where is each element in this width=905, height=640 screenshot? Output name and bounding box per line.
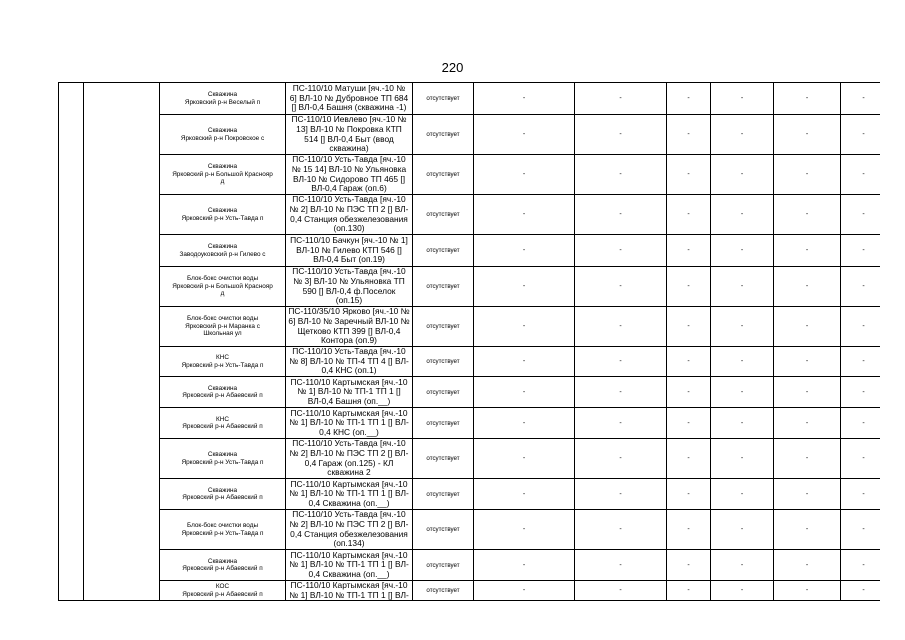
value-cell: - <box>711 510 774 550</box>
object-line: Скважина <box>207 486 238 494</box>
value-cell: - <box>667 347 711 377</box>
substation-line: ПС-110/35/10 Ярково [яч.-10 № <box>288 306 410 317</box>
value-cell: - <box>667 267 711 307</box>
value-cell: - <box>667 550 711 581</box>
value-cell: - <box>474 510 575 550</box>
object-line: Скважина <box>207 557 238 565</box>
value-cell: - <box>575 408 667 439</box>
object-line: Ярковский р-н Большой Краснояр <box>172 282 273 290</box>
status-cell: отсутствует <box>413 267 474 307</box>
object-cell <box>160 83 286 115</box>
substation-line: скважина) <box>329 143 369 154</box>
object-line: Блок-бокс очистки воды <box>186 522 259 530</box>
table-row <box>59 195 881 235</box>
status-cell: отсутствует <box>413 195 474 235</box>
status-cell: отсутствует <box>413 439 474 479</box>
value-cell: - <box>711 550 774 581</box>
value-cell: - <box>711 581 774 601</box>
substation-line: ПС-110/10 Бачкун [яч.-10 № 1] <box>290 235 408 246</box>
value-cell: - <box>575 581 667 601</box>
table-row <box>59 550 881 581</box>
value-cell: - <box>474 479 575 510</box>
substation-cell <box>286 439 413 479</box>
value-cell: - <box>774 347 841 377</box>
substation-line: ПС-110/10 Усть-Тавда [яч.-10 <box>292 346 406 357</box>
object-line: Ярковский р-н Покровское с <box>180 134 265 142</box>
object-cell <box>160 195 286 235</box>
object-line: КОС <box>215 583 230 591</box>
value-cell: - <box>841 307 881 347</box>
value-cell: - <box>841 408 881 439</box>
substation-line: Контора (оп.9) <box>321 335 377 346</box>
value-cell: - <box>711 479 774 510</box>
table-row <box>59 439 881 479</box>
substation-line: № 2] ВЛ-10 № ПЭС ТП 2 [] ВЛ- <box>289 447 409 458</box>
object-line: Ярковский р-н Большой Краснояр <box>172 170 273 178</box>
value-cell: - <box>774 479 841 510</box>
value-cell: - <box>575 267 667 307</box>
substation-cell <box>286 115 413 155</box>
value-cell: - <box>474 235 575 267</box>
table-row <box>59 83 881 115</box>
substation-line: ПС-110/10 Картымская [яч.-10 <box>290 549 408 560</box>
object-cell <box>160 550 286 581</box>
value-cell: - <box>474 267 575 307</box>
table-row <box>59 479 881 510</box>
value-cell: - <box>667 155 711 195</box>
row-number-cell <box>59 83 84 601</box>
object-line: Скважина <box>207 127 238 135</box>
value-cell: - <box>474 155 575 195</box>
substation-line: № 2] ВЛ-10 № ПЭС ТП 2 [] ВЛ- <box>289 518 409 529</box>
value-cell: - <box>667 377 711 408</box>
object-cell <box>160 235 286 267</box>
value-cell: - <box>774 581 841 601</box>
value-cell: - <box>575 550 667 581</box>
substation-line: ВЛ-10 № Сидорово ТП 465 [] <box>292 173 406 184</box>
value-cell: - <box>474 377 575 408</box>
object-line: д <box>220 178 225 186</box>
value-cell: - <box>667 83 711 115</box>
value-cell: - <box>841 377 881 408</box>
value-cell: - <box>841 439 881 479</box>
power-supply-table <box>58 82 880 601</box>
substation-line: 0,4 Гараж (оп.125) - КЛ <box>304 457 394 468</box>
substation-line: ПС-110/10 Усть-Тавда [яч.-10 <box>292 438 406 449</box>
substation-line: ПС-110/10 Усть-Тавда [яч.-10 <box>292 509 406 520</box>
value-cell: - <box>667 115 711 155</box>
substation-line: 0,4 Скважина (оп.__) <box>308 568 390 579</box>
object-cell <box>160 408 286 439</box>
table-row <box>59 235 881 267</box>
value-cell: - <box>711 115 774 155</box>
object-line: Скважина <box>207 384 238 392</box>
status-cell: отсутствует <box>413 581 474 601</box>
value-cell: - <box>474 550 575 581</box>
value-cell: - <box>667 307 711 347</box>
value-cell: - <box>575 347 667 377</box>
object-line: Ярковский р-н Усть-Тавда п <box>181 214 264 222</box>
substation-line: ПС-110/10 Картымская [яч.-10 <box>290 580 408 590</box>
object-cell <box>160 267 286 307</box>
object-line: Ярковский р-н Абаевский п <box>182 590 263 598</box>
value-cell: - <box>841 581 881 601</box>
substation-line: ПС-110/10 Картымская [яч.-10 <box>290 407 408 418</box>
object-line: Скважина <box>207 163 238 171</box>
object-line: Ярковский р-н Абаевский п <box>182 392 263 399</box>
substation-line: 13] ВЛ-10 № Покровка КТП <box>296 123 402 134</box>
status-cell: отсутствует <box>413 550 474 581</box>
substation-line: № 1] ВЛ-10 № ТП-1 ТП 1 [] ВЛ- <box>289 589 409 600</box>
status-cell: отсутствует <box>413 347 474 377</box>
value-cell: - <box>667 408 711 439</box>
object-line: Блок-бокс очистки воды <box>186 315 259 323</box>
value-cell: - <box>667 235 711 267</box>
page-number: 220 <box>441 60 464 75</box>
object-line: Блок-бокс очистки воды <box>186 275 259 283</box>
substation-cell <box>286 155 413 195</box>
substation-line: 514 [] ВЛ-0,4 Быт (ввод <box>304 133 394 144</box>
substation-line: № 2] ВЛ-10 № ПЭС ТП 2 [] ВЛ- <box>289 203 409 214</box>
value-cell: - <box>474 83 575 115</box>
substation-line: 0,4 Станция обезжелезования <box>290 213 408 224</box>
object-line: Ярковский р-н Усть-Тавда п <box>181 529 264 537</box>
object-line: Скважина <box>207 243 238 251</box>
value-cell: - <box>841 235 881 267</box>
value-cell: - <box>575 439 667 479</box>
table-row <box>59 347 881 377</box>
status-cell: отсутствует <box>413 510 474 550</box>
value-cell: - <box>575 510 667 550</box>
substation-line: ВЛ-0,4 Башня (оп.__) <box>307 395 391 406</box>
object-cell <box>160 439 286 479</box>
substation-line: № 8] ВЛ-10 № ТП-4 ТП 4 [] ВЛ- <box>289 355 409 366</box>
value-cell: - <box>841 155 881 195</box>
substation-line: ПС-110/10 Иевлево [яч.-10 № <box>291 114 407 125</box>
value-cell: - <box>667 479 711 510</box>
status-cell: отсутствует <box>413 235 474 267</box>
document-table-wrapper <box>58 82 880 601</box>
substation-line: № 1] ВЛ-10 № ТП-1 ТП 1 [] <box>297 386 401 397</box>
section-cell <box>84 83 160 601</box>
substation-cell <box>286 267 413 307</box>
value-cell: - <box>711 347 774 377</box>
value-cell: - <box>774 550 841 581</box>
value-cell: - <box>841 510 881 550</box>
value-cell: - <box>711 267 774 307</box>
object-line: КНС <box>216 415 229 423</box>
table-row <box>59 408 881 439</box>
status-cell: отсутствует <box>413 479 474 510</box>
substation-cell <box>286 195 413 235</box>
value-cell: - <box>575 195 667 235</box>
substation-cell <box>286 347 413 377</box>
value-cell: - <box>841 479 881 510</box>
substation-cell <box>286 235 413 267</box>
value-cell: - <box>774 408 841 439</box>
value-cell: - <box>474 408 575 439</box>
substation-line: Щетково КТП 399 [] ВЛ-0,4 <box>297 325 401 336</box>
status-cell: отсутствует <box>413 377 474 408</box>
value-cell: - <box>774 195 841 235</box>
substation-line: 0,4 Станция обезжелезования <box>290 528 408 539</box>
substation-line: 590 [] ВЛ-0,4 ф.Поселок <box>302 285 396 296</box>
value-cell: - <box>841 347 881 377</box>
value-cell: - <box>575 83 667 115</box>
table-body <box>59 83 881 601</box>
value-cell: - <box>575 479 667 510</box>
value-cell: - <box>667 195 711 235</box>
substation-line: № 1] ВЛ-10 № ТП-1 ТП 1 [] ВЛ- <box>289 488 409 499</box>
substation-line: № 15 14] ВЛ-10 № Ульяновка <box>291 163 407 174</box>
object-cell <box>160 510 286 550</box>
value-cell: - <box>711 408 774 439</box>
status-cell: отсутствует <box>413 155 474 195</box>
object-line: Ярковский р-н Маранка с <box>185 322 260 330</box>
object-line: д <box>220 290 225 298</box>
substation-line: (оп.130) <box>333 223 365 234</box>
value-cell: - <box>474 581 575 601</box>
value-cell: - <box>474 195 575 235</box>
value-cell: - <box>711 377 774 408</box>
substation-line: ПС-110/10 Усть-Тавда [яч.-10 <box>292 194 406 205</box>
substation-line: [] ВЛ-0,4 Башня (скважина -1) <box>291 102 407 113</box>
object-line: Скважина <box>207 207 238 215</box>
substation-cell <box>286 408 413 439</box>
value-cell: - <box>774 307 841 347</box>
table-row <box>59 267 881 307</box>
object-cell <box>160 115 286 155</box>
substation-line: 6] ВЛ-10 № Дубровное ТП 684 <box>289 92 409 103</box>
value-cell: - <box>711 235 774 267</box>
table-row <box>59 510 881 550</box>
value-cell: - <box>841 550 881 581</box>
substation-line: № 1] ВЛ-10 № ТП-1 ТП 1 [] ВЛ- <box>289 417 409 428</box>
value-cell: - <box>667 510 711 550</box>
value-cell: - <box>711 307 774 347</box>
value-cell: - <box>667 581 711 601</box>
substation-line: 6] ВЛ-10 № Заречный ВЛ-10 № <box>288 315 410 326</box>
value-cell: - <box>711 439 774 479</box>
value-cell: - <box>711 83 774 115</box>
object-line: Школьная ул <box>203 330 242 338</box>
substation-line: скважина 2 <box>327 467 371 478</box>
value-cell: - <box>575 377 667 408</box>
value-cell: - <box>774 115 841 155</box>
table-row <box>59 155 881 195</box>
substation-line: № 3] ВЛ-10 № Ульяновка ТП <box>293 275 405 286</box>
substation-line: 0,4 КНС (оп.__) <box>319 426 379 437</box>
status-cell: отсутствует <box>413 408 474 439</box>
substation-line: 0,4 КНС (оп.1) <box>321 365 377 376</box>
object-cell <box>160 307 286 347</box>
substation-cell <box>286 510 413 550</box>
substation-line: ВЛ-10 № Гилево КТП 546 [] <box>296 244 402 255</box>
value-cell: - <box>774 235 841 267</box>
value-cell: - <box>774 83 841 115</box>
substation-cell <box>286 83 413 115</box>
value-cell: - <box>774 510 841 550</box>
value-cell: - <box>711 195 774 235</box>
value-cell: - <box>711 155 774 195</box>
substation-cell <box>286 581 413 601</box>
object-line: Заводоуковский р-н Гилево с <box>179 250 266 258</box>
substation-line: № 1] ВЛ-10 № ТП-1 ТП 1 [] ВЛ- <box>289 559 409 570</box>
value-cell: - <box>575 307 667 347</box>
table-row <box>59 307 881 347</box>
object-line: Ярковский р-н Абаевский п <box>182 494 263 501</box>
value-cell: - <box>667 439 711 479</box>
substation-cell <box>286 377 413 408</box>
value-cell: - <box>575 115 667 155</box>
value-cell: - <box>841 115 881 155</box>
object-cell <box>160 581 286 601</box>
substation-cell <box>286 479 413 510</box>
substation-line: ПС-110/10 Картымская [яч.-10 <box>290 376 408 387</box>
status-cell: отсутствует <box>413 83 474 115</box>
value-cell: - <box>774 377 841 408</box>
value-cell: - <box>841 195 881 235</box>
substation-line: ПС-110/10 Усть-Тавда [яч.-10 <box>292 266 406 277</box>
substation-line: (оп.134) <box>333 538 365 549</box>
object-line: КНС <box>216 354 229 362</box>
value-cell: - <box>474 307 575 347</box>
substation-line: ПС-110/10 Матуши [яч.-10 № <box>292 83 406 94</box>
object-line: Скважина <box>207 451 238 459</box>
value-cell: - <box>774 439 841 479</box>
value-cell: - <box>774 267 841 307</box>
table-row <box>59 377 881 408</box>
value-cell: - <box>474 115 575 155</box>
substation-line: ПС-110/10 Картымская [яч.-10 <box>290 478 408 489</box>
value-cell: - <box>841 83 881 115</box>
object-cell <box>160 479 286 510</box>
substation-line: 0,4 Скважина (оп.__) <box>308 497 390 508</box>
object-line: Ярковский р-н Абаевский п <box>182 423 263 430</box>
value-cell: - <box>575 155 667 195</box>
substation-line: ПС-110/10 Усть-Тавда [яч.-10 <box>292 154 406 165</box>
object-cell <box>160 377 286 408</box>
value-cell: - <box>575 235 667 267</box>
status-cell: отсутствует <box>413 115 474 155</box>
object-line: Ярковский р-н Веселый п <box>184 98 261 106</box>
object-line: Ярковский р-н Усть-Тавда п <box>181 361 264 369</box>
table-row <box>59 115 881 155</box>
value-cell: - <box>474 439 575 479</box>
object-cell <box>160 155 286 195</box>
object-line: Ярковский р-н Усть-Тавда п <box>181 458 264 466</box>
status-cell: отсутствует <box>413 307 474 347</box>
value-cell: - <box>474 347 575 377</box>
object-line: Ярковский р-н Абаевский п <box>182 565 263 572</box>
substation-line: ВЛ-0,4 Гараж (оп.6) <box>311 183 387 194</box>
substation-cell <box>286 550 413 581</box>
value-cell: - <box>774 155 841 195</box>
substation-line: ВЛ-0,4 Быт (оп.19) <box>313 254 385 265</box>
substation-line: (оп.15) <box>335 295 363 306</box>
value-cell: - <box>841 267 881 307</box>
substation-cell <box>286 307 413 347</box>
table-row <box>59 581 881 601</box>
object-line: Скважина <box>207 91 238 99</box>
object-cell <box>160 347 286 377</box>
